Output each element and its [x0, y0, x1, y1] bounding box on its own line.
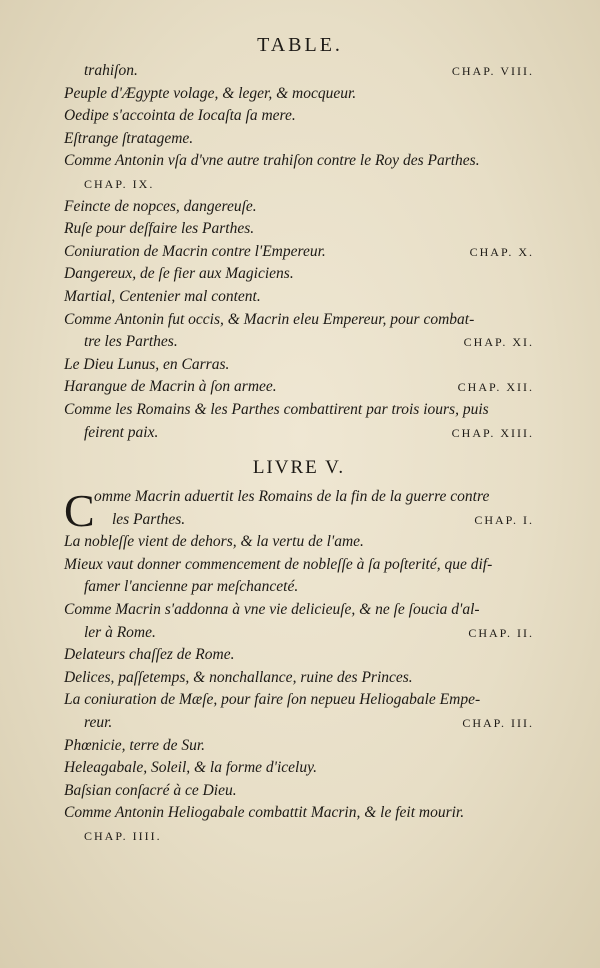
page-header: TABLE. — [257, 34, 343, 56]
entry-line-text: Baſsian conſacré à ce Dieu. — [64, 781, 237, 799]
entry-line-text: trahiſon. — [84, 62, 138, 79]
entry-line-text: Comme Antonin fut occis, & Macrin eleu Empereur, pour combat- — [64, 310, 475, 328]
toc-entry — [64, 241, 534, 264]
section-heading: LIVRE V. — [252, 457, 346, 479]
toc-entry — [64, 83, 534, 106]
entry-line — [64, 150, 534, 173]
drop-cap-initial: C — [64, 485, 95, 537]
entry-line — [64, 376, 534, 399]
entry-line-text: La nobleſſe vient de dehors, & la vertu de l'ame. — [64, 533, 364, 551]
toc-entry — [64, 531, 534, 554]
entry-line — [64, 286, 534, 309]
toc-entry — [64, 554, 534, 599]
entry-line — [64, 263, 534, 286]
toc-entry — [64, 286, 534, 309]
entry-line-text: tre les Parthes. — [84, 333, 178, 351]
entry-line — [64, 241, 534, 264]
entry-line-text: Harangue de Macrin à ſon armee. — [64, 378, 277, 396]
toc-entry — [64, 644, 534, 667]
entry-line — [64, 218, 534, 241]
dropcap-entry — [64, 485, 534, 537]
entry-line — [64, 399, 534, 422]
entries-bottom — [64, 531, 534, 847]
chapter-ref: CHAP. I. — [474, 512, 534, 527]
toc-entry — [64, 599, 534, 644]
entry-line — [64, 60, 534, 83]
entry-line — [64, 196, 534, 219]
chapter-ref: CHAP. III. — [462, 716, 534, 731]
entry-line-text: Dangereux, de ſe fier aux Magiciens. — [64, 265, 294, 283]
entry-line — [64, 622, 534, 645]
chapter-ref: CHAP. X. — [469, 244, 534, 259]
entry-line — [64, 422, 534, 445]
entry-line — [64, 509, 534, 532]
entry-line-text: Comme Macrin s'addonna à vne vie delicieuſe, & ne ſe ſoucia d'al- — [64, 601, 480, 619]
entry-line-text: Phœnicie, terre de Sur. — [64, 736, 206, 754]
entry-line-text: Comme Antonin Heliogabale combattit Macrin, & le feit mourir. — [64, 804, 465, 822]
entry-line-text: Comme les Romains & les Parthes combattirent par trois iours, puis — [64, 400, 489, 418]
entry-line-text: Heleagabale, Soleil, & la forme d'iceluy. — [64, 759, 317, 777]
toc-entry — [64, 376, 534, 399]
entry-line-text: Delices, paſſetemps, & nonchallance, ruine des Princes. — [64, 668, 413, 686]
entry-line — [64, 531, 534, 554]
entry-line — [64, 331, 534, 354]
entry-line — [64, 780, 534, 803]
entry-line — [64, 712, 534, 735]
toc-entry — [64, 757, 534, 780]
toc-entry — [64, 802, 534, 847]
toc-entry — [64, 105, 534, 128]
entry-line: omme Macrin aduertit les Romains de la fin de la guerre contre — [94, 488, 490, 506]
entry-line-text: Mieux vaut donner commencement de nobleſſe à ſa poſterité, que dif- — [64, 555, 493, 573]
toc-entry — [64, 309, 534, 354]
entry-line-text: Comme Antonin vſa d'vne autre trahiſon contre le Roy des Parthes. — [64, 152, 480, 170]
entry-line-text: famer l'ancienne par meſchanceté. — [84, 578, 299, 596]
entry-line — [64, 309, 534, 332]
toc-entry — [64, 263, 534, 286]
chapter-ref: CHAP. XII. — [457, 380, 534, 395]
entry-line-text: les Parthes. — [112, 510, 186, 528]
entry-line — [64, 689, 534, 712]
toc-entry — [64, 735, 534, 758]
toc-entry — [64, 354, 534, 377]
chapter-ref: CHAP. XI. — [463, 335, 534, 350]
entries-top — [64, 60, 534, 444]
entry-line-text: feirent paix. — [84, 423, 159, 441]
chapter-ref: CHAP. II. — [468, 625, 534, 640]
entry-line — [64, 757, 534, 780]
toc-entry — [64, 780, 534, 803]
entry-line-text: reur. — [84, 714, 113, 732]
entry-line — [64, 735, 534, 758]
entry-line — [64, 667, 534, 690]
entry-line-text: Oedipe s'accointa de Iocaſta ſa mere. — [64, 107, 296, 125]
entry-line — [64, 554, 534, 577]
entry-line-text: Martial, Centenier mal content. — [64, 287, 261, 305]
entry-line-text: La coniuration de Mæſe, pour faire ſon nepueu Heliogabale Empe- — [64, 691, 481, 709]
entry-line — [64, 802, 534, 825]
entry-line-text: ler à Rome. — [84, 623, 156, 641]
entry-line — [64, 599, 534, 622]
entry-line-text: Le Dieu Lunus, en Carras. — [64, 355, 230, 373]
toc-entry — [64, 218, 534, 241]
entry-line-text: Delateurs chaſſez de Rome. — [64, 646, 235, 664]
entry-line-text: Coniuration de Macrin contre l'Empereur. — [64, 242, 326, 260]
entry-line — [64, 354, 534, 377]
chapter-ref: CHAP. XIII. — [451, 425, 534, 440]
entry-line-text: Eſtrange ſtratageme. — [64, 129, 194, 147]
toc-entry — [64, 399, 534, 444]
entry-line — [64, 83, 534, 106]
chapter-ref: CHAP. IX. — [84, 176, 155, 191]
toc-entry — [64, 667, 534, 690]
entry-line-text: Feincte de nopces, dangereuſe. — [64, 197, 257, 215]
chapter-ref: CHAP. IIII. — [84, 829, 162, 843]
entry-line — [64, 576, 534, 599]
entry-line — [64, 644, 534, 667]
entry-line — [64, 128, 534, 151]
entry-line-text: Peuple d'Ægypte volage, & leger, & mocqueur. — [64, 84, 357, 102]
chapter-ref: CHAP. VIII. — [451, 64, 534, 78]
entry-line — [64, 105, 534, 128]
toc-entry — [64, 196, 534, 219]
toc-entry — [64, 60, 534, 83]
table-of-contents — [64, 60, 534, 848]
entry-line-text: Ruſe pour deſfaire les Parthes. — [64, 220, 255, 238]
toc-entry — [64, 689, 534, 734]
toc-entry — [64, 128, 534, 151]
toc-entry — [64, 150, 534, 195]
